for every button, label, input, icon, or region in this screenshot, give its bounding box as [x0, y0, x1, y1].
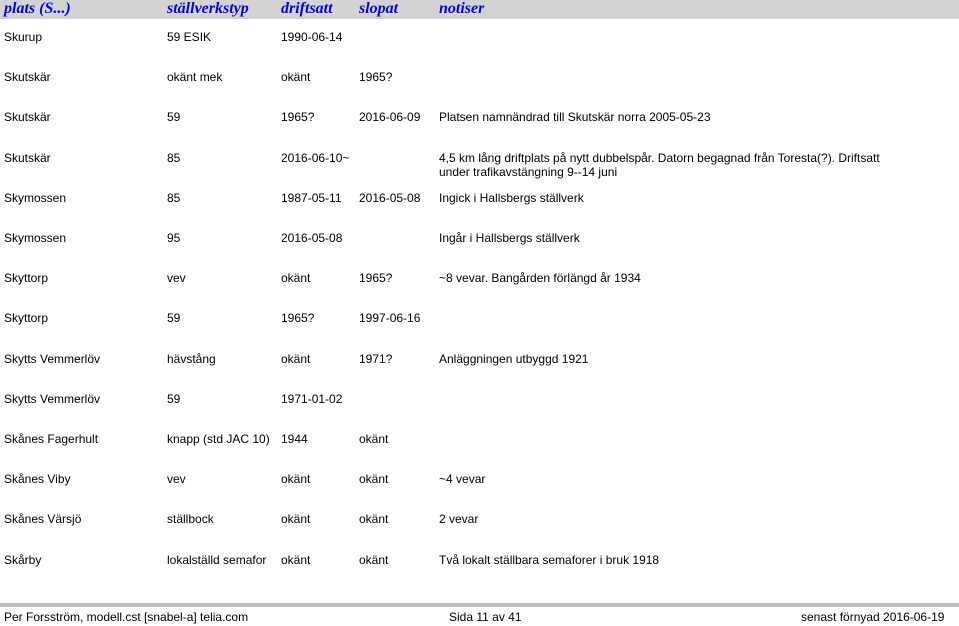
cell-plats: Skytts Vemmerlöv — [4, 351, 101, 366]
cell-notiser: Ingick i Hallsbergs ställverk — [439, 190, 584, 205]
cell-notiser: Ingår i Hallsbergs ställverk — [439, 231, 580, 245]
cell-plats: Skymossen — [4, 231, 67, 245]
cell-notiser: 2 vevar — [439, 512, 479, 527]
header-driftsatt: driftsatt — [281, 0, 333, 17]
cell-stallverkstyp: 85 — [167, 190, 181, 205]
table-row — [0, 151, 959, 191]
cell-notiser: Platsen namnändrad till Skutskär norra 2005-05-23 — [439, 110, 711, 125]
cell-slopat: okänt — [359, 552, 389, 567]
cell-stallverkstyp: 59 — [167, 391, 181, 406]
footer-divider — [0, 603, 959, 607]
table-row — [0, 70, 959, 110]
cell-plats: Skånes Värsjö — [4, 512, 82, 527]
table-row — [0, 311, 959, 351]
cell-driftsatt: okänt — [281, 271, 311, 286]
cell-plats: Skymossen — [4, 190, 67, 205]
cell-driftsatt: 1965? — [281, 110, 315, 125]
cell-slopat: 1965? — [359, 70, 393, 85]
cell-stallverkstyp: vev — [167, 472, 186, 487]
cell-notiser: 4,5 km lång driftplats på nytt dubbelspår. Datorn begagnad från Toresta(?). Driftsatt under trafikavstängning 9--14 juni — [439, 150, 880, 179]
table-row — [0, 352, 959, 392]
footer-author: Per Forsström, modell.cst [snabel-a] telia.com — [4, 610, 249, 624]
cell-plats: Skutskär — [4, 150, 51, 165]
cell-stallverkstyp: okänt mek — [167, 70, 223, 85]
header-stallverkstyp: ställverkstyp — [167, 0, 249, 17]
cell-driftsatt: okänt — [281, 351, 311, 366]
header-notiser: notiser — [439, 0, 485, 17]
cell-slopat: 2016-05-08 — [359, 190, 421, 205]
cell-notiser: ~8 vevar. Bangården förlängd år 1934 — [439, 271, 641, 286]
cell-plats: Skyttorp — [4, 311, 49, 326]
cell-stallverkstyp: 59 ESIK — [167, 30, 212, 44]
cell-notiser: Två lokalt ställbara semaforer i bruk 1918 — [439, 552, 660, 567]
cell-plats: Skårby — [4, 552, 42, 567]
cell-notiser: ~4 vevar — [439, 472, 486, 487]
table-row — [0, 392, 959, 432]
cell-driftsatt: 1965? — [281, 311, 315, 326]
cell-stallverkstyp: 59 — [167, 110, 181, 125]
cell-plats: Skurup — [4, 30, 43, 44]
header-slopat: slopat — [359, 0, 399, 17]
cell-driftsatt: 1990-06-14 — [281, 30, 343, 44]
table-row — [0, 30, 959, 70]
cell-stallverkstyp: ställbock — [167, 512, 214, 527]
cell-stallverkstyp: 59 — [167, 311, 181, 326]
cell-slopat: 2016-06-09 — [359, 110, 421, 125]
cell-stallverkstyp: lokalställd semafor — [167, 552, 267, 567]
cell-driftsatt: 2016-06-10~ — [281, 150, 350, 165]
table-row — [0, 271, 959, 311]
cell-driftsatt: okänt — [281, 70, 311, 85]
cell-stallverkstyp: 85 — [167, 150, 181, 165]
table-row — [0, 512, 959, 552]
table-row — [0, 110, 959, 150]
cell-plats: Skytts Vemmerlöv — [4, 391, 101, 406]
cell-slopat: 1997-06-16 — [359, 311, 421, 326]
cell-driftsatt: 1971-01-02 — [281, 391, 343, 406]
cell-stallverkstyp: vev — [167, 271, 186, 286]
cell-plats: Skutskär — [4, 110, 51, 125]
cell-driftsatt: 2016-05-08 — [281, 231, 343, 245]
table-row — [0, 432, 959, 472]
table-row — [0, 191, 959, 231]
cell-slopat: okänt — [359, 512, 389, 527]
cell-plats: Skånes Viby — [4, 472, 71, 487]
cell-notiser: Anläggningen utbyggd 1921 — [439, 351, 589, 366]
footer-page-number: Sida 11 av 41 — [449, 610, 522, 624]
table-header — [0, 0, 959, 19]
cell-plats: Skutskär — [4, 70, 51, 85]
cell-driftsatt: okänt — [281, 552, 311, 567]
cell-slopat: 1971? — [359, 351, 393, 366]
cell-slopat: okänt — [359, 472, 389, 487]
footer-updated: senast förnyad 2016-06-19 — [801, 610, 945, 624]
table-row — [0, 553, 959, 593]
cell-stallverkstyp: 95 — [167, 231, 181, 245]
cell-slopat: okänt — [359, 432, 389, 446]
cell-stallverkstyp: knapp (std JAC 10) — [167, 432, 270, 446]
cell-driftsatt: 1987-05-11 — [281, 190, 342, 205]
table-row — [0, 472, 959, 512]
header-plats: plats (S...) — [4, 0, 71, 17]
cell-slopat: 1965? — [359, 271, 393, 286]
cell-stallverkstyp: hävstång — [167, 351, 216, 366]
cell-driftsatt: okänt — [281, 512, 311, 527]
cell-driftsatt: 1944 — [281, 432, 308, 446]
cell-driftsatt: okänt — [281, 472, 311, 487]
cell-plats: Skyttorp — [4, 271, 49, 286]
table-row — [0, 231, 959, 271]
cell-plats: Skånes Fagerhult — [4, 432, 99, 446]
